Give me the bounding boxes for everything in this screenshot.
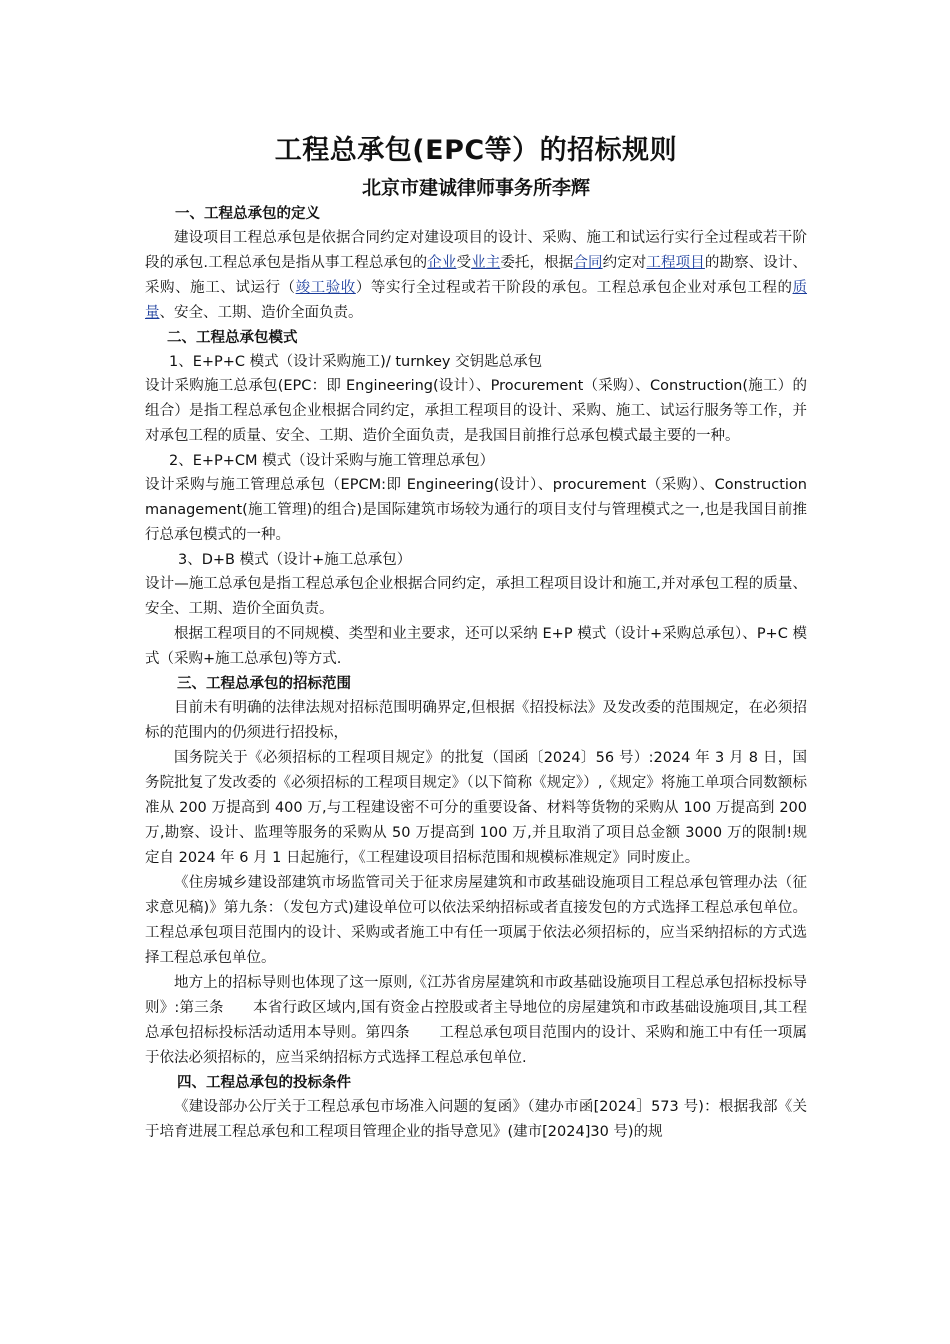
scope-paragraph-4: 地方上的招标导则也体现了这一原则,《江苏省房屋建筑和市政基础设施项目工程总承包招标投标导则》:第三条 本省行政区域内,国有资金占控股或者主导地位的房屋建筑和市政基础设施项目,其工程总承包招标投标活动适用本导则。第四条 工程总承包项目范围内的设计、采购和施工中有任一项属于依法必须招标的，应当采纳招标方式选择工程总承包单位. [145,975,807,1066]
mode-3-text: 设计—施工总承包是指工程总承包企业根据合同约定，承担工程项目设计和施工,并对承包工程的质量、安全、工期、造价全面负责。 [145,576,807,617]
definition-paragraph [145,226,807,326]
section-4-heading: 四、工程总承包的投标条件 [177,1075,351,1091]
mode-3-title: 3、D+B 模式（设计+施工总承包） [178,552,412,568]
link-contract[interactable]: 合同 [573,255,603,271]
scope-paragraph-2: 国务院关于《必须招标的工程项目规定》的批复（国函〔2024〕56 号）:2024 年 3 月 8 日，国务院批复了发改委的《必须招标的工程项目规定》（以下简称《规定》）,《规定》将施工单项合同数额标准从 200 万提高到 400 万,与工程建设密不可分的重要设备、材料等货物的采购从 100 万提高到 200 万,勘察、设计、监理等服务的采购从 50 万提高到 100 万,并且取消了项目总金额 3000 万的限制!规定自 2024 年 6 月 1 日起施行，《工程建设项目招标范围和规模标准规定》同时废止。 [145,750,807,866]
section-1-heading: 一、工程总承包的定义 [175,206,320,222]
text-run: 委托，根据 [500,255,574,271]
section-3-heading: 三、工程总承包的招标范围 [177,676,351,692]
link-quality[interactable]: 质量 [145,280,808,321]
text-run: 、安全、工期、造价全面负责。 [159,305,363,321]
document-page [145,128,807,1145]
document-title: 工程总承包(EPC等）的招标规则 [274,135,678,166]
mode-2-title: 2、E+P+CM 模式（设计采购与施工管理总承包） [169,453,495,469]
scope-paragraph-3: 《住房城乡建设部建筑市场监管司关于征求房屋建筑和市政基础设施项目工程总承包管理办法（征求意见稿)》第九条：（发包方式)建设单位可以依法采纳招标或者直接发包的方式选择工程总承包单位。工程总承包项目范围内的设计、采购或者施工中有任一项属于依法必须招标的，应当采纳招标的方式选择工程总承包单位。 [145,875,807,966]
other-modes-paragraph: 根据工程项目的不同规模、类型和业主要求，还可以采纳 E+P 模式（设计+采购总承包）、P+C 模式（采购+施工总承包)等方式. [145,626,807,667]
author-line: 北京市建诚律师事务所李辉 [361,177,590,199]
mode-1-title: 1、E+P+C 模式（设计采购施工)/ turnkey 交钥匙总承包 [169,354,543,370]
text-run: 的勘察、设计、采购、施工、试运行（ [145,255,808,296]
text-run: ）等实行全过程或若干阶段的承包。工程总承包企业对承包工程的 [355,280,793,296]
text-run: 受 [456,255,472,271]
mode-1-text: 设计采购施工总承包(EPC：即 Engineering(设计）、Procurement（采购）、Construction(施工）的组合）是指工程总承包企业根据合同约定，承担工程项目的设计、采购、施工、试运行服务等工作，并对承包工程的质量、安全、工期、造价全面负责，是我国目前推行总承包模式最主要的一种。 [145,378,807,444]
link-project[interactable]: 工程项目 [646,255,705,271]
text-run: 建设项目工程总承包是依据合同约定对建设项目的设计、采购、施工和试运行实行全过程或若干阶段的承包.工程总承包是指从事工程总承包的 [145,230,807,271]
link-acceptance[interactable]: 竣工验收 [295,280,356,296]
scope-paragraph-1: 目前未有明确的法律法规对招标范围明确界定,但根据《招投标法》及发改委的范围规定，在必须招标的范围内的仍须进行招投标， [145,700,807,741]
conditions-paragraph-1: 《建设部办公厅关于工程总承包市场准入问题的复函》（建办市函[2024］573 号)：根据我部《关于培育进展工程总承包和工程项目管理企业的指导意见》(建市[2024]30 号)的规 [145,1099,807,1140]
link-owner[interactable]: 业主 [471,255,501,271]
text-run: 约定对 [602,255,647,271]
mode-2-text: 设计采购与施工管理总承包（EPCM:即 Engineering(设计）、procurement（采购）、Construction management(施工管理)的组合)是国际建筑市场较为通行的项目支付与管理模式之一,也是我国目前推行总承包模式的一种。 [145,477,807,543]
link-enterprise[interactable]: 企业 [427,255,457,271]
section-2-heading: 二、工程总承包模式 [167,330,298,346]
